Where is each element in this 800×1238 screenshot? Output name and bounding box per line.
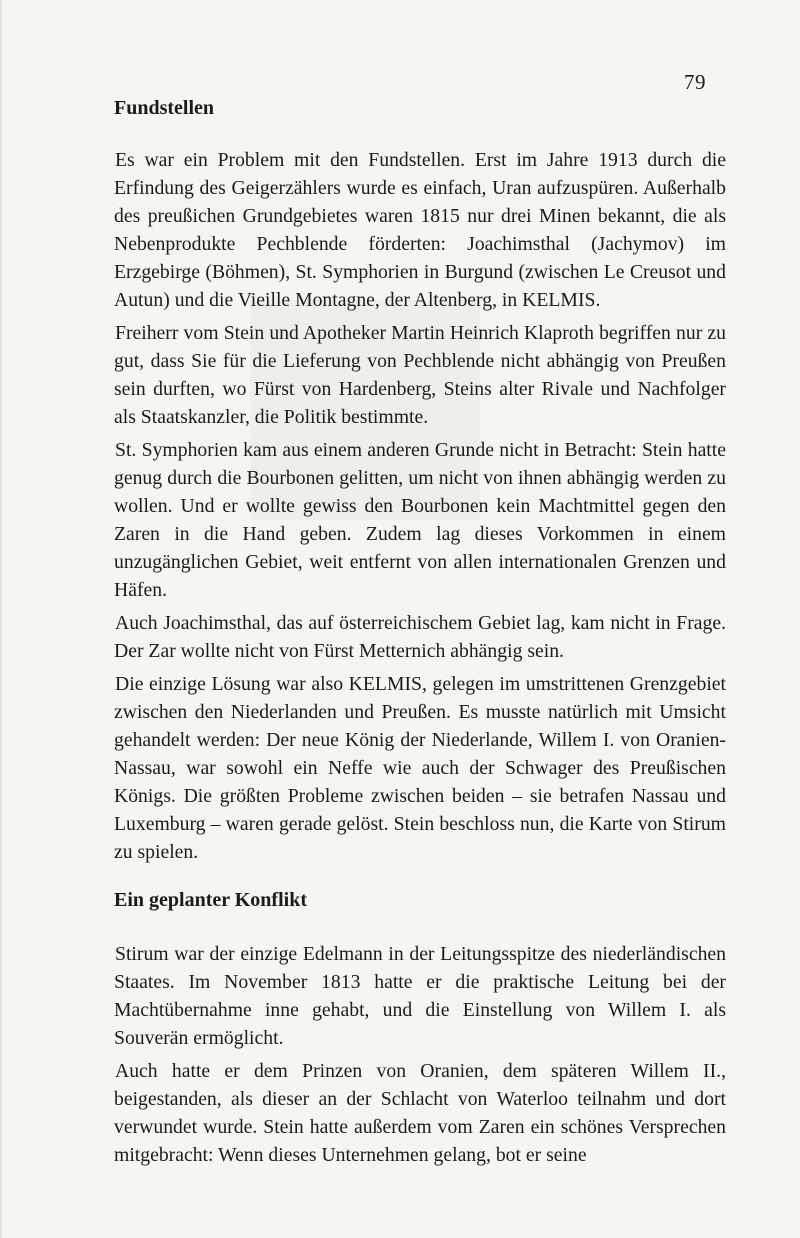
paragraph: Freiherr vom Stein und Apotheker Martin Heinrich Klaproth begriffen nur zu gut, dass Sie für die Lieferung von Pechblende nicht abhängig von Preußen sein durften, wo Fürst von Hardenberg, Steins alter Rivale und Nachfolger als Staatskanzler, die Politik bestimmte. [114,322,726,428]
section-heading-fundstellen: Fundstellen [114,97,215,119]
paragraph: Stirum war der einzige Edelmann in der Leitungsspitze des niederländischen Staates. Im November 1813 hatte er die praktische Leitung bei der Machtübernahme inne gehabt, und die Einstellung von Willem I. als Souverän ermöglicht. [114,943,726,1049]
paragraph: St. Symphorien kam aus einem anderen Grunde nicht in Betracht: Stein hatte genug durch die Bourbonen gelitten, um nicht von ihnen abhängig werden zu wollen. Und er wollte gewiss den Bourbonen kein Machtmittel gegen den Zaren in die Hand geben. Zudem lag dieses Vorkommen in einem unzugänglichen Gebiet, weit entfernt von allen internationalen Grenzen und Häfen. [114,439,726,601]
paragraph: Auch hatte er dem Prinzen von Oranien, dem späteren Willem II., beigestanden, als dieser an der Schlacht von Waterloo teilnahm und dort verwundet wurde. Stein hatte außerdem vom Zaren ein schönes Versprechen mitgebracht: Wenn dieses Unternehmen gelang, bot er seine [114,1060,726,1166]
page-content [114,94,726,1174]
paragraph: Es war ein Problem mit den Fundstellen. Erst im Jahre 1913 durch die Erfindung des Geigerzählers wurde es einfach, Uran aufzuspüren. Außerhalb des preußichen Grundgebietes waren 1815 nur drei Minen bekannt, die als Nebenprodukte Pechblende förderten: Joachimsthal (Jachymov) im Erzgebirge (Böhmen), St. Symphorien in Burgund (zwischen Le Creusot und Autun) und die Vieille Montagne, der Altenberg, in KELMIS. [114,149,726,311]
page-edge [0,0,2,1238]
paragraph: Die einzige Lösung war also KELMIS, gelegen im umstrittenen Grenzgebiet zwischen den Niederlanden und Preußen. Es musste natürlich mit Umsicht gehandelt werden: Der neue König der Niederlande, Willem I. von Oranien-Nassau, war sowohl ein Neffe wie auch der Schwager des Preußischen Königs. Die größten Probleme zwischen beiden – sie betrafen Nassau und Luxemburg – waren gerade gelöst. Stein beschloss nun, die Karte von Stirum zu spielen. [114,673,726,863]
page-number: 79 [684,70,706,94]
paragraph: Auch Joachimsthal, das auf österreichischem Gebiet lag, kam nicht in Frage. Der Zar wollte nicht von Fürst Metternich abhängig sein. [114,612,726,662]
section-heading-konflikt: Ein geplanter Konflikt [114,889,307,911]
